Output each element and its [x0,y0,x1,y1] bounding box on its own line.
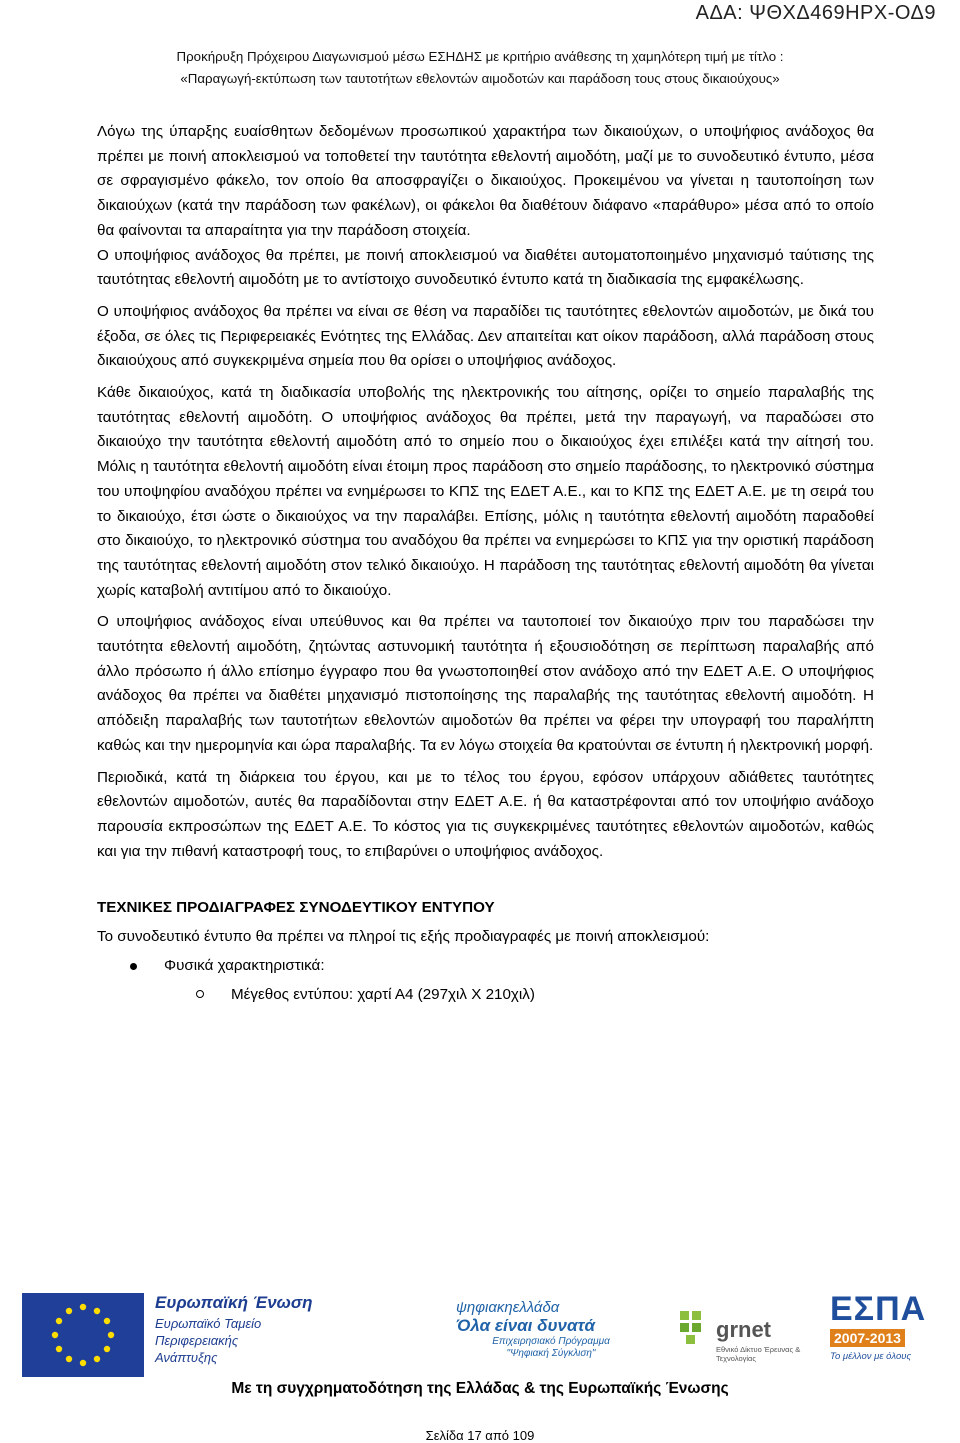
cofunding-statement: Με τη συγχρηματοδότηση της Ελλάδας & της Ευρωπαϊκής Ένωσης [231,1380,729,1397]
circle-bullet-icon [196,990,204,998]
paragraph-5: Ο υποψήφιος ανάδοχος είναι υπεύθυνος και θα πρέπει να ταυτοποιεί τον δικαιούχο πριν του παραδώσει την ταυτότητα εθελοντή αιμοδότη, ζητώντας αστυνομική ταυτότητα ή εξουσιοδότηση σε περίπτωση παραλαβής από άλλο πρόσωπο ή άλλο επίσημο έγγραφο που θα γνωστοποιηθεί στον ανάδοχο από την ΕΔΕΤ Α.Ε. Ο υποψήφιος ανάδοχος θα πρέπει να διαθέτει μηχανισμό πιστοποίησης της παραλαβής της ταυτότητας εθελοντή αιμοδότη. Η απόδειξη παραλαβής των ταυτοτήτων εθελοντών αιμοδοτών θα πρέπει να φέρει την υπογραφή του παραλήπτη καθώς και την ημερομηνία και ώρα παραλαβής. Τα εν λόγω στοιχεία θα κρατούνται σε έντυπη ή ηλεκτρονική μορφή. [97,613,874,754]
bullet-icon [130,963,137,970]
header-line-2: «Παραγωγή-εκτύπωση των ταυτοτήτων εθελοντών αιμοδοτών και παράδοση τους στους δικαιούχους» [180,71,780,86]
eu-sub-line-1: Ευρωπαϊκό Ταμείο [155,1316,262,1331]
paragraph-6: Περιοδικά, κατά τη διάρκεια του έργου, και με το τέλος του έργου, εφόσον υπάρχουν αδιάθετες ταυτότητες εθελοντών αιμοδοτών, αυτές θα παραδίδονται στην ΕΔΕΤ Α.Ε. ή θα καταστρέφονται από τον υποψήφιο ανάδοχο παρουσία εκπροσώπων της ΕΔΕΤ Α.Ε. Το κόστος για τις συγκεκριμένες ταυτότητες εθελοντών αιμοδοτών, καθώς και για την πιθανή καταστροφή τους, το επιβαρύνει ο υποψήφιος ανάδοχος. [97,768,874,860]
paragraph-2: Ο υποψήφιος ανάδοχος θα πρέπει, με ποινή αποκλεισμού να διαθέτει αυτοματοποιημένο μηχανισμό ταύτισης της ταυτότητας εθελοντή αιμοδότη με το αντίστοιχο συνοδευτικό έντυπο κατά τη διαδικασία της εμφακέλωσης. [97,246,874,289]
eu-logo-text [155,1293,325,1366]
sub-list-item-label: Μέγεθος εντύπου: χαρτί Α4 (297χιλ Χ 210χιλ) [231,985,535,1003]
paragraph-3: Ο υποψήφιος ανάδοχος θα πρέπει να είναι σε θέση να παραδίδει τις ταυτότητες εθελοντών αιμοδοτών, με δικά του έξοδα, σε όλες τις Περιφερειακές Ενότητες της Ελλάδας. Δεν απαιτείται κατ οίκον παράδοση, αλλά παράδοση στους δικαιούχους από συγκεκριμένα σημεία που θα ορίσει ο υποψήφιος ανάδοχος. [97,302,874,370]
digital-greece-logo [456,1299,646,1360]
espa-name: ΕΣΠΑ [830,1290,927,1328]
paragraph-4: Κάθε δικαιούχος, κατά τη διαδικασία υποβολής της ηλεκτρονικής του αίτησης, ορίζει το σημείο παραλαβής της ταυτότητας εθελοντή αιμοδότη. Ο υποψήφιος ανάδοχος θα πρέπει, μετά την παραγωγή, να παραδώσει στο δικαιούχο την ταυτότητα εθελοντή αιμοδότη από το σημείο που ο δικαιούχος έχει επιλέξει κατά την αίτησή του. Μόλις η ταυτότητα εθελοντή αιμοδότη είναι έτοιμη προς παράδοση στο σημείο παράδοσης, το ηλεκτρονικό σύστημα του υποψηφίου αναδόχου πρέπει να ενημέρωσει το ΚΠΣ της ΕΔΕΤ Α.Ε., και το ΚΠΣ της ΕΔΕΤ Α.Ε. με τη σειρά του το δικαιούχο, έτσι ώστε ο δικαιούχος να την παραλάβει. Επίσης, μόλις η ταυτότητα εθελοντή αιμοδότη παραδοθεί στο δικαιούχο, το ηλεκτρονικό σύστημα του αναδόχου θα πρέπει να ενημερώσει το ΚΠΣ για την οριστική παράδοση της ταυτότητας εθελοντή αιμοδότη στον τελικό δικαιούχο. Η παράδοση της ταυτότητας εθελοντή αιμοδότη θα γίνεται χωρίς καταβολή αντιτίμου από το δικαιούχο. [97,384,874,599]
grnet-logo [676,1307,806,1367]
espa-years: 2007-2013 [830,1329,905,1347]
digital-brand: ψηφιακηελλάδα [456,1299,560,1316]
document-body [97,120,874,1007]
page-number: Σελίδα 17 από 109 [425,1428,535,1443]
eu-sub-line-2: Περιφερειακής [155,1333,239,1348]
digital-slogan: Όλα είναι δυνατά [456,1316,596,1335]
section-intro: Το συνοδευτικό έντυπο θα πρέπει να πληροί τις εξής προδιαγραφές με ποινή αποκλεισμού: [97,928,710,946]
section-title: ΤΕΧΝΙΚΕΣ ΠΡΟΔΙΑΓΡΑΦΕΣ ΣΥΝΟΔΕΥΤΙΚΟΥ ΕΝΤΥΠΟΥ [97,899,495,917]
footer-logos [0,1285,960,1375]
document-header [60,46,900,90]
eu-stars-icon [22,1293,144,1377]
digital-sub-1: Επιχειρησιακό Πρόγραμμα [492,1336,610,1347]
espa-slogan: Το μέλλον με όλους [830,1351,912,1362]
bullet-list [97,954,874,1007]
sub-bullet-list [97,983,874,1008]
eu-sub-line-3: Ανάπτυξης [155,1350,218,1365]
ada-code: ΑΔΑ: ΨΘΧΔ469ΗΡΧ-ΟΔ9 [695,2,936,24]
header-line-1: Προκήρυξη Πρόχειρου Διαγωνισμού μέσω ΕΣΗΔΗΣ με κριτήριο ανάθεσης τη χαμηλότερη τιμή με τίτλο : [176,49,784,64]
espa-logo [830,1291,955,1362]
eu-logo-sub [155,1315,325,1366]
grnet-sub: Εθνικό Δίκτυο Έρευνας & Τεχνολογίας [716,1345,801,1363]
list-item-label: Φυσικά χαρακτηριστικά: [164,956,325,974]
eu-flag-icon [22,1293,144,1377]
sub-list-item [97,983,874,1008]
paragraph-1: Λόγω της ύπαρξης ευαίσθητων δεδομένων προσωπικού χαρακτήρα των δικαιούχων, ο υποψήφιος ανάδοχος θα πρέπει με ποινή αποκλεισμού να τοποθετεί την ταυτότητα εθελοντή αιμοδότη, μαζί με το συνοδευτικό έντυπο, μέσα σε σφραγισμένο φάκελο, τον οποίο θα αποσφραγίζει ο δικαιούχος. Προκειμένου να γίνεται η ταυτοποίηση των δικαιούχων (κατά την παράδοση των φακέλων), οι φάκελοι θα διαθέτουν διάφανο «παράθυρο» μέσα από το οποίο θα φαίνονται τα απαραίτητα για την παράδοση στοιχεία. [97,123,874,239]
grnet-name: grnet [716,1317,771,1342]
list-item [97,954,874,1007]
grnet-mark-icon [676,1307,712,1357]
eu-logo-title: Ευρωπαϊκή Ένωση [155,1293,313,1312]
digital-sub-2: "Ψηφιακή Σύγκλιση" [506,1348,596,1359]
